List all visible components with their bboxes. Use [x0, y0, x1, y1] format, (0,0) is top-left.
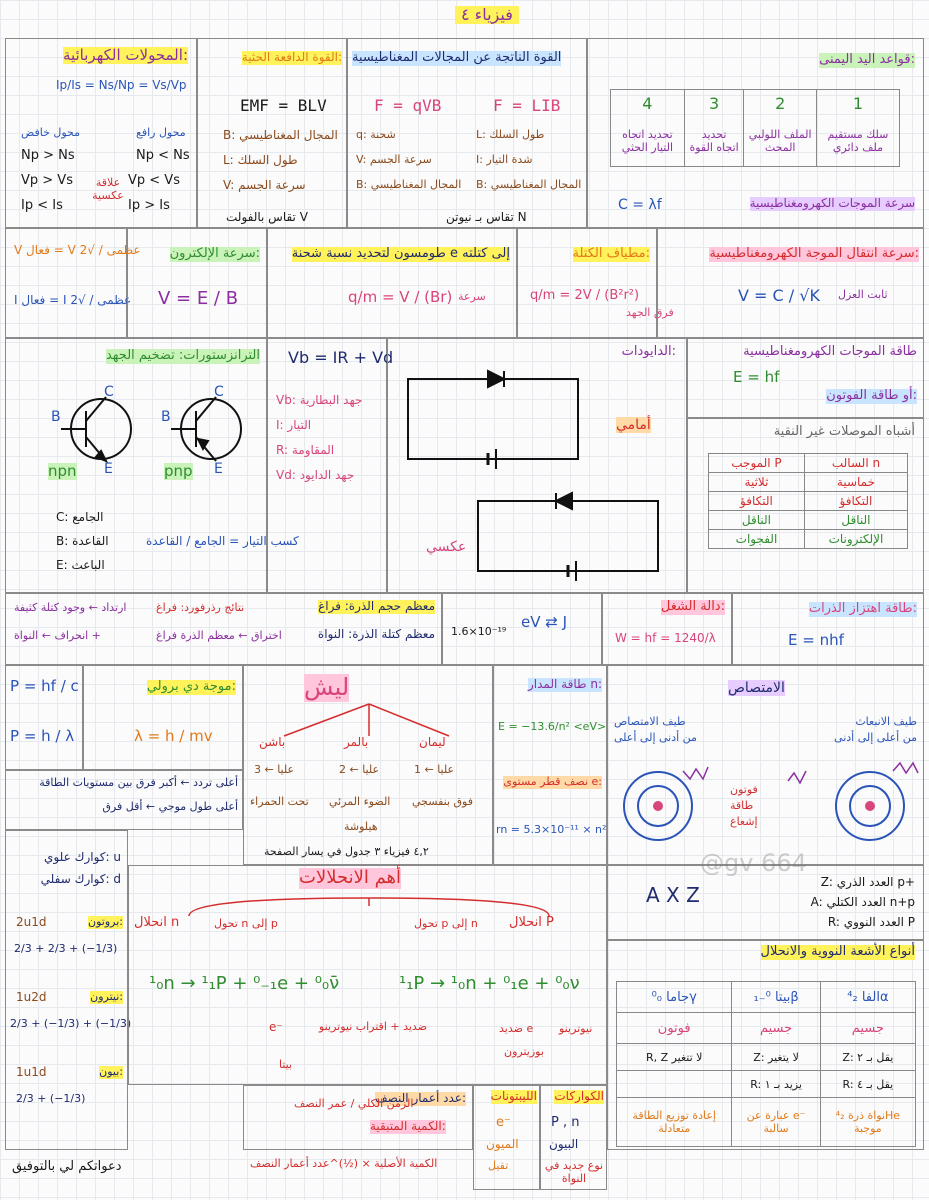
nuclide-symbol: A X Z	[646, 883, 700, 907]
quark-up: كوارك علوي: u	[44, 850, 121, 864]
n-decay-label: انحلال n	[134, 915, 180, 930]
pnp-label: pnp	[164, 462, 193, 480]
wave-speed-label: سرعة الموجات الكهرومغناطيسية	[749, 196, 915, 210]
lepton-1: e⁻	[496, 1115, 511, 1130]
current-gain: كسب التيار = الجامع / القاعدة	[146, 534, 299, 548]
emf-heading: القوة الدافعة الحثية:	[241, 50, 342, 64]
radiation-section	[607, 940, 924, 1150]
ip-gt-is: Ip > Is	[128, 198, 170, 213]
proton-sum: 2/3 + 2/3 + (−1/3)	[14, 942, 118, 955]
n-decay-antineutrino: ضديد + اقتراب نيوترينو	[319, 1020, 428, 1033]
mf-v: V: سرعة الجسم	[356, 153, 432, 166]
half-life-section	[243, 1085, 473, 1150]
npn-b: B	[51, 409, 61, 425]
vp-lt-vs: Vp < Vs	[128, 173, 180, 188]
half-life-note: الزمن الكلي / عمر النصف	[294, 1097, 414, 1110]
legend-e: E: الباعث	[56, 558, 105, 572]
lepton-2: الميون	[486, 1137, 519, 1151]
rh-number-3: 3	[684, 90, 744, 117]
radiation-gamma-z: R, Z لا تتغير	[617, 1044, 732, 1071]
absorb-section	[607, 665, 924, 865]
diodes-heading: الدايودات:	[621, 344, 676, 359]
spectra-region-3: فوق بنفسجي	[412, 795, 473, 808]
absorb-photon: فوتون	[730, 783, 758, 796]
emf-section	[197, 38, 347, 228]
electron-speed-heading: سرعة الإلكترون:	[169, 246, 260, 261]
thomson-formula: q/m = V / (Br)	[348, 288, 453, 306]
npn-symbol	[61, 397, 131, 461]
vibration-formula: E = nhf	[788, 631, 844, 649]
rutherford-4: معظم حجم الذرة: فراغ	[318, 599, 435, 613]
p-row-2: التكافؤ	[709, 492, 805, 511]
spectra-col-1: باشن	[259, 735, 286, 749]
mass-spec-section	[517, 228, 674, 338]
p-decay-equation: ¹₁P → ¹₀n + ⁰₁e + ⁰₀ν	[399, 973, 580, 994]
radiation-gamma-kind: فوتون	[617, 1013, 732, 1044]
legend-b: B: القاعدة	[56, 534, 109, 548]
rutherford-1: نتائج رذرفورد: فراغ	[156, 601, 245, 614]
inverse-relation: علاقة عكسية	[92, 176, 124, 202]
thomson-section	[267, 228, 517, 338]
debroglie-formula: λ = h / mv	[134, 727, 213, 745]
emission-sub: من أعلى إلى أدنى	[834, 731, 917, 744]
remaining-formula: الكمية الأصلية × (½)^عدد أعمار النصف	[250, 1157, 438, 1170]
em-speed-section	[657, 228, 924, 338]
remaining-heading: الكمية المتبقية:	[370, 1119, 446, 1133]
nuclide-a: A: العدد الكتلي n+p	[810, 895, 915, 909]
step-up-label: محول رافع	[136, 126, 186, 139]
spectra-level-2: عليا ← 2	[339, 763, 380, 776]
electron-speed-formula: V = E / B	[158, 288, 239, 309]
neutron-sum: 2/3 + (−1/3) + (−1/3)	[10, 1017, 132, 1030]
emf-b: B: المجال المغناطيسي	[223, 128, 338, 142]
npn-label: npn	[48, 462, 77, 480]
work-heading: دالة الشغل:	[660, 599, 725, 614]
freq-notes-section	[5, 770, 243, 830]
ev-factor: 1.6×10⁻¹⁹	[451, 625, 507, 638]
pion-q: 1u1d	[16, 1065, 47, 1079]
absorption-label: طيف الامتصاص	[614, 715, 686, 728]
radiation-alpha-nature: نواة ذرة ⁴₂He موجبة	[820, 1098, 915, 1147]
vibration-heading: طاقة اهتزاز الذرات:	[808, 601, 917, 616]
mf-b1: B: المجال المغناطيسي	[356, 178, 462, 191]
thomson-heading: طومسون لتحديد نسبة شحنة e إلى كتلته	[291, 246, 510, 261]
spectra-ref: ٤,٢ فيزياء ٣ جدول في يسار الصفحة	[264, 845, 429, 858]
diode-eq-formula: Vb = IR + Vd	[288, 348, 394, 367]
right-hand-heading: قواعد اليد اليمنى:	[819, 52, 915, 67]
spectra-col-2: بالمر	[344, 735, 369, 749]
emf-l: L: طول السلك	[223, 153, 298, 167]
p-row-3: الناقل	[709, 511, 805, 530]
rh-item-1: سلك مستقيم ملف دائري	[816, 116, 899, 167]
npn-e: E	[104, 461, 113, 477]
photon-formula: E = hf	[733, 368, 780, 386]
quark-group-1: P , n	[551, 1115, 580, 1130]
nuclide-z: Z: العدد الذري p+	[820, 875, 915, 889]
radiation-table	[616, 981, 916, 1147]
vibration-section	[732, 593, 924, 665]
em-speed-note: ثابت العزل	[838, 288, 888, 301]
leptons-heading: الليبتونات	[490, 1089, 537, 1103]
vp-gt-vs: Vp > Vs	[21, 173, 73, 188]
rh-number-4: 4	[611, 90, 685, 117]
quark-group-2: البيون	[549, 1137, 579, 1151]
transistor-symbols-svg	[6, 379, 268, 529]
n-decay-electron: e⁻	[269, 1020, 283, 1034]
f-lib: F = LIB	[493, 96, 561, 115]
radiation-heading: أنواع الأشعة النووية والانحلال	[760, 944, 915, 959]
n-row-3: الناقل	[804, 511, 907, 530]
n-row-2: التكافؤ	[804, 492, 907, 511]
n-row-4: الإلكترونات	[804, 530, 907, 549]
radiation-beta-header: بيتا ⁰₋₁β	[732, 982, 820, 1013]
radiation-beta-r: R: يزيد بـ ١	[732, 1071, 820, 1098]
freq-note-2: أعلى طول موجي ← أقل فرق	[102, 800, 238, 813]
radiation-beta-z: Z: لا يتغير	[732, 1044, 820, 1071]
mf-i: I: شدة التيار	[476, 153, 533, 166]
semiconductors-heading: أشباه الموصلات غير النقية	[773, 424, 915, 439]
n-decay-equation: ¹₀n → ¹₁P + ⁰₋₁e + ⁰₀ν̄	[149, 973, 340, 994]
rh-number-1: 1	[816, 90, 899, 117]
radiation-alpha-kind: جسيم	[820, 1013, 915, 1044]
absorption-sub: من أدنى إلى أعلى	[614, 731, 697, 744]
spectra-level-3: عليا ← 1	[414, 763, 455, 776]
mf-footer: تقاس بـ نيوتن N	[446, 210, 527, 224]
n-decay-beta: بيتا	[279, 1058, 293, 1071]
lepton-3: تقيل	[488, 1159, 509, 1172]
orbit-radius-formula: rn = 5.3×10⁻¹¹ × n²	[496, 823, 607, 836]
radiation-alpha-r: R: يقل بـ ٤	[820, 1071, 915, 1098]
p-decay-sub: تحول p إلى n	[414, 917, 478, 930]
p-row-4: الفجوات	[709, 530, 805, 549]
quarks-section	[5, 830, 132, 1150]
photon-section	[687, 338, 924, 418]
absorb-energy: طاقة	[730, 799, 754, 812]
work-function-section	[602, 593, 732, 665]
thomson-note: سرعة	[458, 290, 486, 303]
radiation-gamma-r	[617, 1071, 732, 1098]
semiconductors-table	[708, 453, 908, 549]
wave-speed-formula: C = λf	[618, 197, 662, 213]
page-title: فيزياء ٤	[455, 6, 519, 24]
right-hand-section	[587, 38, 924, 228]
rh-item-4: تحديد اتجاه التيار الحثي	[611, 116, 685, 167]
spectra-region-1: تحت الحمراء	[250, 795, 309, 808]
mass-spec-formula: q/m = 2V / (B²r²)	[530, 288, 640, 303]
rutherford-section	[5, 593, 442, 665]
photon-sub: أو طاقة الفوتون:	[826, 388, 917, 403]
emf-v: V: سرعة الجسم	[223, 178, 306, 192]
spectra-section	[243, 665, 493, 865]
pnp-c: C	[214, 384, 224, 400]
magnetic-force-section	[347, 38, 587, 228]
reverse-circuit	[478, 493, 658, 581]
effective-v: V فعال = V عظمى / √2	[14, 243, 141, 257]
nuclide-r: R: العدد النووي P	[827, 915, 915, 929]
neutron-q: 1u2d	[16, 990, 47, 1004]
orbit-energy-formula: E = −13.6/n² <eV>	[498, 720, 607, 733]
pnp-e: E	[214, 461, 223, 477]
diode-vb: Vb: جهد البطارية	[276, 393, 363, 407]
p-decay-neutrino: نيوترينو	[559, 1022, 593, 1035]
spectra-level-1: عليا ← 3	[254, 763, 295, 776]
decays-heading: أهم الانحلالات	[299, 867, 402, 888]
p-decay-positron2: بوزيترون	[504, 1045, 544, 1058]
rh-number-2: 2	[744, 90, 817, 117]
effective-i: I فعال = I عظمى / √2	[14, 293, 132, 307]
effective-section	[5, 228, 141, 338]
magnetic-force-heading: القوة الناتجة عن المجالات المغناطيسية	[352, 50, 562, 65]
quark-down: كوارك سفلي: d	[40, 872, 121, 886]
spectra-hydrogen: هيلوشة	[344, 820, 378, 833]
photon-heading: طاقة الموجات الكهرومغناطيسية	[743, 344, 917, 359]
debroglie-heading: موجة دي برولي:	[146, 679, 236, 694]
transformers-section	[5, 38, 197, 228]
neutron-label: نيترون:	[90, 990, 123, 1003]
half-life-heading: عدد أعمار النصف:	[375, 1091, 466, 1105]
reverse-label: عكسي	[426, 539, 467, 555]
leptons-section	[473, 1085, 540, 1190]
momentum-section	[5, 665, 83, 770]
ev-section	[442, 593, 602, 665]
electron-speed-section	[127, 228, 267, 338]
diode-eq-section	[267, 338, 394, 593]
debroglie-section	[83, 665, 243, 770]
rh-item-3: تحديد اتجاه القوة	[684, 116, 744, 167]
pion-sum: 2/3 + (−1/3)	[16, 1092, 86, 1105]
transformers-formula: Ip/Is = Ns/Np = Vs/Vp	[56, 78, 187, 92]
diode-vd: Vd: جهد الدايود	[276, 468, 355, 482]
n-row-1: خماسية	[804, 473, 907, 492]
watermark: @gv 664	[700, 849, 807, 877]
absorb-heading: الامتصاص	[728, 680, 785, 696]
orbit-section	[493, 665, 607, 865]
radiation-gamma-nature: إعادة توزيع الطاقة متعادلة	[617, 1098, 732, 1147]
radiation-gamma-header: جاما ⁰₀γ	[617, 982, 732, 1013]
quark-group-heading: الكواركات	[554, 1089, 604, 1103]
radiation-alpha-z: Z: يقل بـ ٢	[820, 1044, 915, 1071]
pnp-symbol	[171, 397, 241, 461]
mf-l: L: طول السلك	[476, 128, 545, 141]
proton-label: بروتون:	[88, 915, 123, 928]
radiation-alpha-header: الفا ⁴₂α	[820, 982, 915, 1013]
diode-r: R: المقاومة	[276, 443, 335, 457]
orbit-energy-heading: طاقة المدار n:	[527, 677, 602, 691]
em-speed-formula: V = C / √K	[738, 286, 820, 305]
radiation-beta-kind: جسيم	[732, 1013, 820, 1044]
ip-lt-is: Ip < Is	[21, 198, 63, 213]
npn-c: C	[104, 384, 114, 400]
f-qvb: F = qVB	[374, 96, 442, 115]
emf-footer: تقاس بالفولت V	[226, 210, 308, 224]
n-decay-sub: تحول n إلى p	[214, 917, 278, 930]
spectra-region-2: الضوء المرئي	[329, 795, 391, 808]
atom-diagrams-svg	[608, 751, 925, 861]
quark-group-section	[540, 1085, 607, 1190]
col-p: الموجب P	[709, 454, 805, 473]
right-hand-table	[610, 89, 900, 167]
ev-to-j: eV ⇄ J	[521, 613, 568, 631]
forward-label: أمامي	[616, 417, 651, 433]
np-gt-ns: Np > Ns	[21, 148, 75, 163]
proton-q: 2u1d	[16, 915, 47, 929]
decays-section	[128, 865, 607, 1085]
quark-group-3: نوع جديد في النواة	[544, 1159, 604, 1185]
work-formula: W = hf = 1240/λ	[615, 631, 716, 645]
mass-spec-note: فرق الجهد	[626, 306, 674, 319]
emission-label: طيف الانبعاث	[855, 715, 917, 728]
absorb-radiation: إشعاع	[730, 815, 758, 828]
diode-i: I: التيار	[276, 418, 312, 432]
em-speed-heading: سرعة انتقال الموجة الكهرومغناطيسية:	[709, 246, 919, 261]
forward-circuit	[408, 371, 578, 469]
mf-b2: B: المجال المغناطيسي	[476, 178, 582, 191]
momentum-p2: P = h / λ	[10, 727, 75, 745]
spectra-word: ليش	[304, 673, 350, 701]
emf-formula: EMF = BLV	[240, 96, 327, 115]
transformers-heading: المحولات الكهربائية:	[62, 46, 188, 64]
transistors-heading: الترانزستورات: تضخيم الجهد	[105, 348, 260, 363]
rh-item-2: الملف اللولبي المحث	[744, 116, 817, 167]
p-decay-label: انحلال P	[509, 915, 554, 930]
p-decay-positron: ضديد e	[499, 1022, 534, 1035]
legend-c: C: الجامع	[56, 510, 104, 524]
diodes-section	[387, 338, 687, 593]
freq-note-1: أعلى تردد ← أكبر فرق بين مستويات الطاقة	[39, 776, 238, 789]
rutherford-5: معظم كتلة الذرة: النواة	[317, 627, 435, 641]
penetration: اختراق ← معظم الذرة فراغ	[156, 629, 282, 642]
step-down-label: محول خافض	[21, 126, 81, 139]
mf-q: q: شحنة	[356, 128, 396, 141]
spectra-col-3: ليمان	[419, 735, 446, 749]
semiconductors-section	[687, 418, 924, 593]
rutherford-2: ارتداد ← وجود كتلة كثيفة	[14, 601, 127, 614]
thanks-note: دعواتكم لي بالتوفيق	[12, 1159, 122, 1174]
rutherford-3: انحراف ← النواة +	[14, 629, 101, 642]
p-row-1: ثلاثية	[709, 473, 805, 492]
np-lt-ns: Np < Ns	[136, 148, 190, 163]
orbit-radius-heading: نصف قطر مستوى e:	[503, 775, 602, 788]
radiation-beta-nature: عبارة عن e⁻ سالبة	[732, 1098, 820, 1147]
mass-spec-heading: مطياف الكتلة:	[572, 246, 650, 261]
momentum-p1: P = hf / c	[10, 677, 79, 695]
col-n: السالب n	[804, 454, 907, 473]
pion-label: بيون:	[99, 1065, 123, 1078]
pnp-b: B	[161, 409, 171, 425]
